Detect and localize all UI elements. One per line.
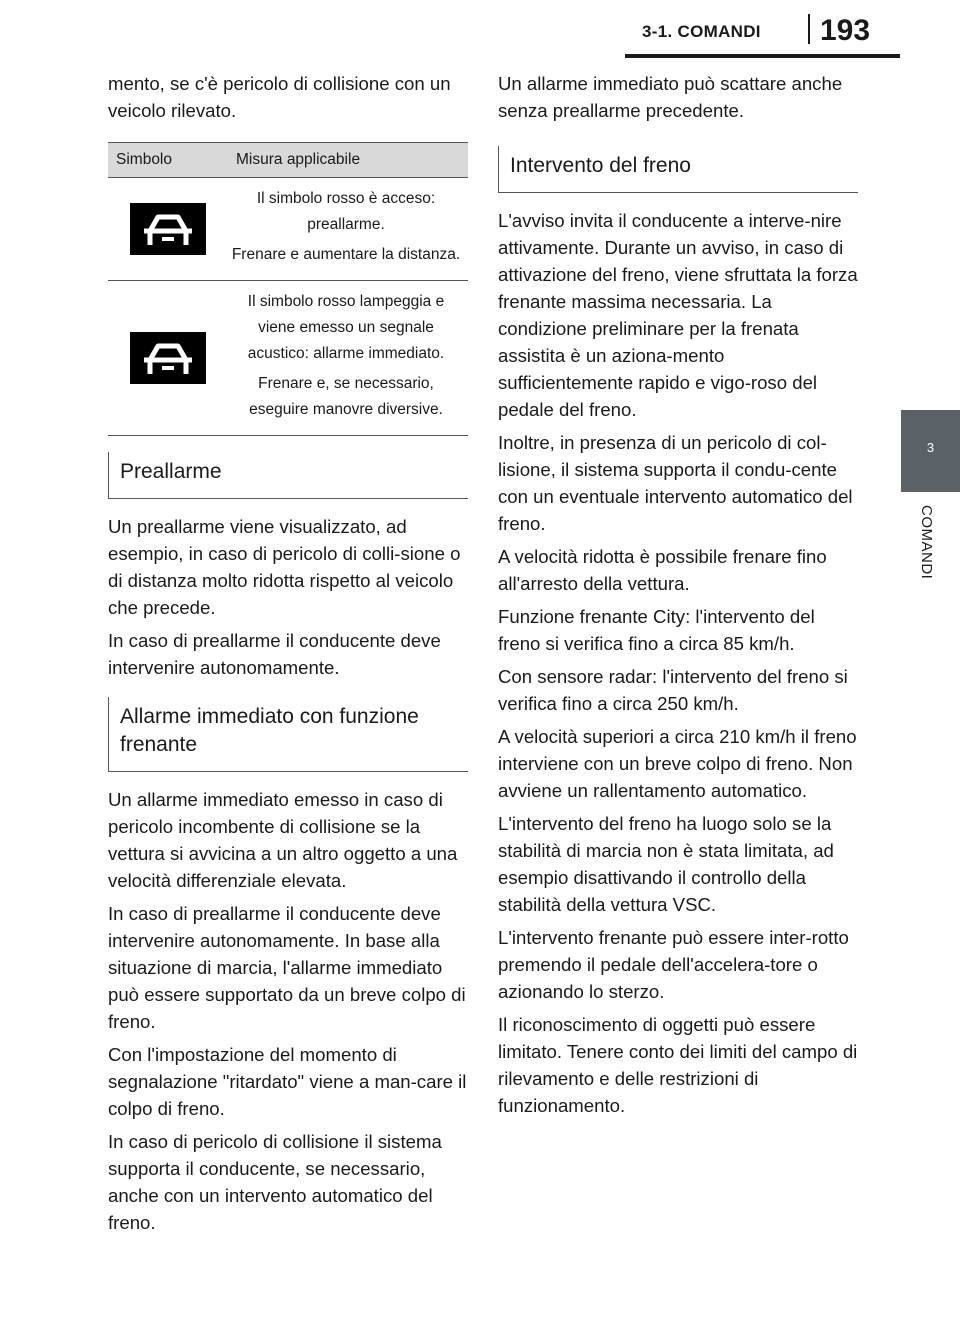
table-cell-text: Frenare e, se necessario, eseguire manovre diversive. xyxy=(249,375,443,418)
paragraph: A velocità ridotta è possibile frenare fino all'arresto della vettura. xyxy=(498,546,827,594)
paragraph: Inoltre, in presenza di un pericolo di col-lisione, il sistema supporta il condu-cente con un eventuale intervento automatico del freno. xyxy=(498,432,853,534)
table-header xyxy=(108,142,468,178)
paragraph: Con l'impostazione del momento di segnalazione "ritardato" viene a man-care il colpo di freno. xyxy=(108,1044,467,1119)
vehicle-warning-icon xyxy=(130,332,206,384)
table-header-measure: Misura applicabile xyxy=(236,151,361,168)
header-divider xyxy=(808,14,810,44)
table-cell-text: Il simbolo rosso lampeggia e viene emesso un segnale acustico: allarme immediato. xyxy=(247,293,445,362)
paragraph: Funzione frenante City: l'intervento del freno si verifica fino a circa 85 km/h. xyxy=(498,606,815,654)
table-cell-text: Il simbolo rosso è acceso: preallarme. xyxy=(256,190,436,233)
paragraph: In caso di pericolo di collisione il sistema supporta il conducente, se necessario, anche con un intervento automatico del freno. xyxy=(108,1131,442,1233)
table-row xyxy=(108,178,468,280)
paragraph: L'intervento frenante può essere inter-rotto premendo il pedale dell'accelera-tore o azionando lo sterzo. xyxy=(498,927,849,1002)
table-row xyxy=(108,280,468,435)
heading-prealarm: Preallarme xyxy=(108,452,468,499)
left-intro: mento, se c'è pericolo di collisione con un veicolo rilevato. xyxy=(108,73,451,121)
header-rule xyxy=(625,54,900,58)
table-header-symbol: Simbolo xyxy=(116,151,172,168)
right-column xyxy=(498,70,858,1125)
paragraph: Un allarme immediato emesso in caso di pericolo incombente di collisione se la vettura si avvicina a un altro oggetto a una velocità differenziale elevata. xyxy=(108,789,458,891)
heading-brake-intervention: Intervento del freno xyxy=(498,146,858,193)
table-cell-text: Frenare e aumentare la distanza. xyxy=(231,246,461,263)
page-number: 193 xyxy=(820,14,871,47)
right-intro: Un allarme immediato può scattare anche senza preallarme precedente. xyxy=(498,73,843,121)
paragraph: Il riconoscimento di oggetti può essere limitato. Tenere conto dei limiti del campo di rilevamento e delle restrizioni di funzionamento. xyxy=(498,1014,858,1116)
section-title: 3-1. COMANDI xyxy=(642,22,761,41)
paragraph: In caso di preallarme il conducente deve intervenire autonomamente. xyxy=(108,630,441,678)
left-column xyxy=(108,70,468,1242)
paragraph: Un preallarme viene visualizzato, ad esempio, in caso di pericolo di colli-sione o di distanza molto ridotta rispetto al veicolo che precede. xyxy=(108,516,461,618)
paragraph: In caso di preallarme il conducente deve intervenire autonomamente. In base alla situazione di marcia, l'allarme immediato può essere supportato da un breve colpo di freno. xyxy=(108,903,466,1032)
chapter-tab-label: COMANDI xyxy=(918,505,935,580)
chapter-tab-number: 3 xyxy=(926,440,935,455)
paragraph: L'avviso invita il conducente a interve-nire attivamente. Durante un avviso, in caso di attivazione del freno, viene sfruttata la forza frenante massima necessaria. La condizione preliminare per la frenata assistita è un aziona-mento sufficientemente rapido e vigo-roso del pedale del freno. xyxy=(498,210,858,420)
paragraph: Con sensore radar: l'intervento del freno si verifica fino a circa 250 km/h. xyxy=(498,666,848,714)
paragraph: A velocità superiori a circa 210 km/h il freno interviene con un breve colpo di freno. Non avviene un rallentamento automatico. xyxy=(498,726,857,801)
symbol-table xyxy=(108,142,468,436)
heading-immediate-alarm: Allarme immediato con funzione frenante xyxy=(108,697,468,772)
paragraph: L'intervento del freno ha luogo solo se la stabilità di marcia non è stata limitata, ad esempio disattivando il controllo della stabilità della vettura VSC. xyxy=(498,813,834,915)
vehicle-warning-icon xyxy=(130,203,206,255)
